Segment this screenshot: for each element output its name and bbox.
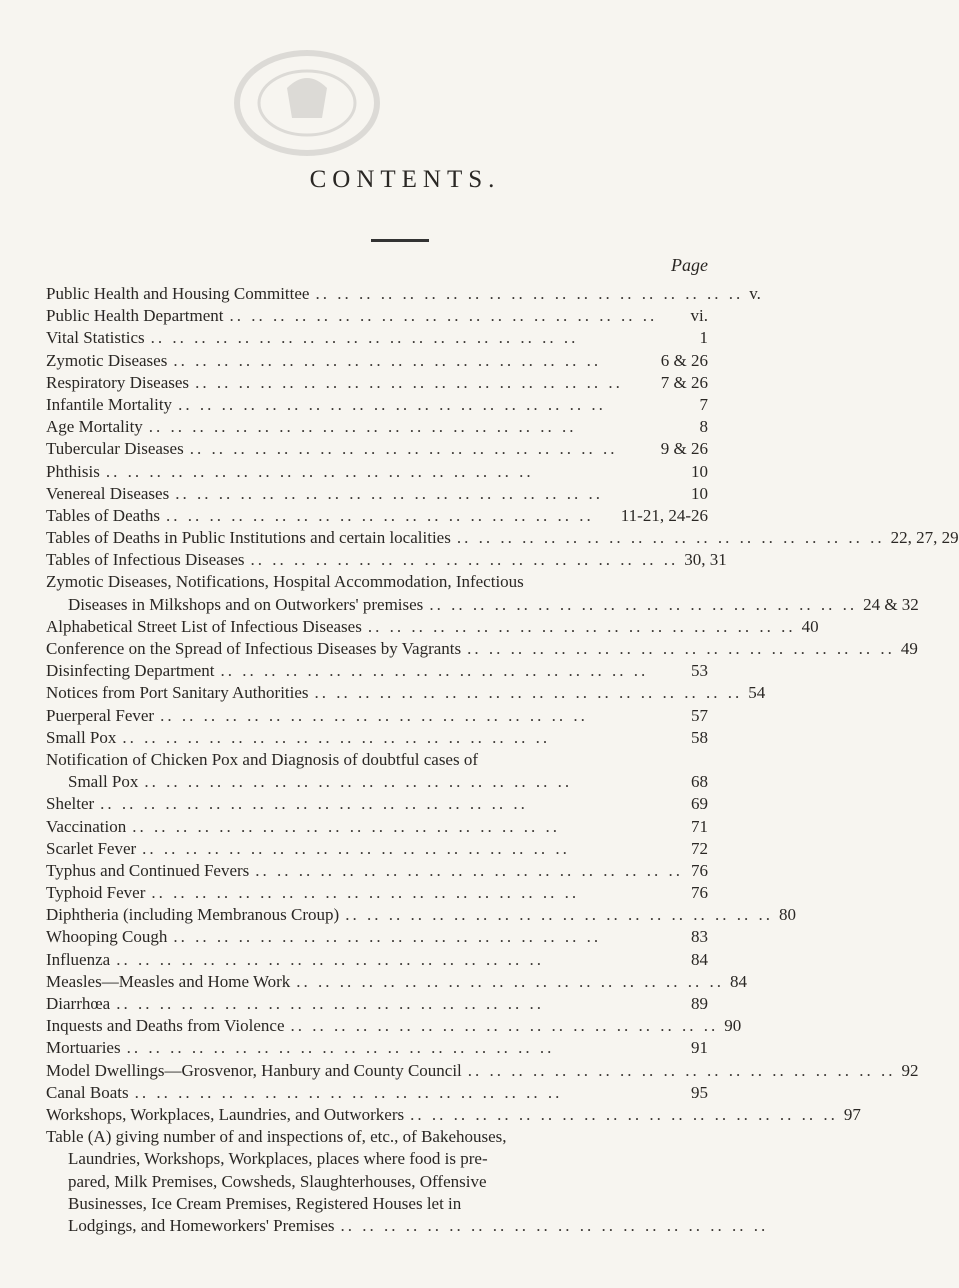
contents-entry — [46, 416, 708, 438]
title-rule — [371, 239, 429, 242]
contents-entry-continuation — [46, 1148, 708, 1170]
leader-dots: .. .. .. .. .. .. .. .. .. .. .. .. .. .. .. .. .. .. .. .. — [195, 372, 623, 392]
entry-label: Respiratory Diseases — [46, 372, 190, 392]
entry-label: Phthisis — [46, 461, 100, 481]
leader-dots: .. .. .. .. .. .. .. .. .. .. .. .. .. .. .. .. .. .. .. .. — [173, 350, 602, 370]
leader-dots: .. .. .. .. .. .. .. .. .. .. .. .. .. .. .. .. .. .. .. .. — [314, 683, 743, 703]
leader-dots: .. .. .. .. .. .. .. .. .. .. .. .. .. .. .. .. .. .. .. .. — [144, 772, 573, 792]
entry-page-number: 54 — [748, 683, 766, 703]
entry-page-number: v. — [749, 284, 761, 303]
entry-page-number: 71 — [691, 816, 708, 836]
contents-entry — [46, 1104, 861, 1126]
entry-label: Whooping Cough — [46, 927, 168, 947]
entry-page-number: 10 — [691, 483, 708, 503]
entry-page-number: 8 — [699, 417, 708, 437]
leader-dots: .. .. .. .. .. .. .. .. .. .. .. .. .. .. .. .. .. .. .. .. — [467, 1060, 896, 1080]
entry-page-number: 53 — [691, 661, 708, 681]
entry-page-number: 84 — [691, 949, 708, 969]
entry-label: Inquests and Deaths from Violence — [46, 1016, 285, 1036]
leader-dots: .. .. .. .. .. .. .. .. .. .. .. .. .. .. .. .. .. .. .. .. — [367, 616, 796, 636]
library-stamp — [232, 48, 382, 158]
contents-entry — [46, 283, 761, 305]
entry-label: Small Pox — [46, 727, 117, 747]
entry-label: Notification of Chicken Pox and Diagnosis of doubtful cases of — [46, 749, 479, 769]
leader-dots: .. .. .. .. .. .. .. .. .. .. .. .. .. .. .. .. .. .. .. .. — [178, 394, 606, 414]
leader-dots: .. .. .. .. .. .. .. .. .. .. .. .. .. .. .. .. .. .. .. .. — [142, 838, 570, 858]
entry-label: Zymotic Diseases, Notifications, Hospital Accommodation, Infectious — [46, 572, 524, 592]
entry-page-number: 97 — [843, 1104, 861, 1124]
contents-entry — [46, 372, 708, 394]
contents-entry — [46, 1082, 708, 1104]
contents-entry — [46, 971, 748, 993]
entry-page-number: 49 — [900, 639, 918, 658]
entry-page-number: 92 — [901, 1060, 919, 1080]
entry-page-number: 40 — [801, 616, 819, 636]
contents-entry — [46, 1060, 919, 1082]
entry-label: Laundries, Workshops, Workplaces, places where food is pre- — [68, 1149, 488, 1169]
entry-label: Influenza — [46, 949, 111, 969]
contents-entry — [46, 749, 708, 771]
entry-label: Alphabetical Street List of Infectious Diseases — [46, 616, 362, 636]
entry-page-number: 68 — [691, 772, 708, 792]
leader-dots: .. .. .. .. .. .. .. .. .. .. .. .. .. .. .. .. .. .. .. .. — [255, 860, 684, 880]
entry-label: Small Pox — [68, 772, 139, 792]
leader-dots: .. .. .. .. .. .. .. .. .. .. .. .. .. .. .. .. .. .. .. .. — [134, 1082, 563, 1102]
entry-page-number: 84 — [730, 971, 748, 991]
contents-entry — [46, 793, 708, 815]
leader-dots: .. .. .. .. .. .. .. .. .. .. .. .. .. .. .. .. .. .. .. .. — [105, 461, 534, 481]
leader-dots: .. .. .. .. .. .. .. .. .. .. .. .. .. .. .. .. .. .. .. .. — [148, 417, 577, 437]
leader-dots: .. .. .. .. .. .. .. .. .. .. .. .. .. .. .. .. .. .. .. .. — [429, 594, 858, 614]
entry-label: Typhus and Continued Fevers — [46, 860, 250, 880]
entry-page-number: 90 — [724, 1016, 742, 1036]
contents-entry — [46, 949, 708, 971]
contents-entry — [46, 993, 708, 1015]
contents-entry — [46, 838, 708, 860]
entry-page-number: 95 — [691, 1082, 708, 1102]
contents-entry-continuation — [46, 1215, 769, 1237]
leader-dots: .. .. .. .. .. .. .. .. .. .. .. .. .. .. .. .. .. .. .. .. — [250, 550, 679, 570]
contents-entry — [46, 1126, 708, 1148]
entry-page-number: 11-21, 24-26 — [620, 505, 708, 525]
contents-entry — [46, 1015, 742, 1037]
entry-label: pared, Milk Premises, Cowsheds, Slaughterhouses, Offensive — [68, 1171, 487, 1191]
leader-dots: .. .. .. .. .. .. .. .. .. .. .. .. .. .. .. .. .. .. .. .. — [100, 794, 528, 814]
leader-dots: .. .. .. .. .. .. .. .. .. .. .. .. .. .. .. .. .. .. .. .. — [189, 439, 618, 459]
entry-page-number: 69 — [691, 794, 708, 814]
entry-label: Model Dwellings—Grosvenor, Hanbury and County Council — [46, 1060, 462, 1080]
entry-label: Puerperal Fever — [46, 705, 155, 725]
entry-page-number: 83 — [691, 927, 708, 947]
leader-dots: .. .. .. .. .. .. .. .. .. .. .. .. .. .. .. .. .. .. .. .. — [220, 661, 649, 681]
entry-label: Workshops, Workplaces, Laundries, and Outworkers — [46, 1104, 405, 1124]
entry-label: Lodgings, and Homeworkers' Premises — [68, 1215, 335, 1235]
contents-entry — [46, 816, 708, 838]
contents-entry — [46, 350, 708, 372]
contents-entry — [46, 660, 708, 682]
entry-label: Measles—Measles and Home Work — [46, 971, 291, 991]
entry-page-number: 80 — [778, 905, 796, 925]
contents-entry-continuation — [46, 1171, 708, 1193]
entry-label: Diarrhœa — [46, 994, 111, 1013]
entry-label: Tubercular Diseases — [46, 439, 184, 459]
entry-label: Public Health and Housing Committee — [46, 284, 310, 303]
leader-dots: .. .. .. .. .. .. .. .. .. .. .. .. .. .. .. .. .. .. .. .. — [296, 971, 725, 991]
entry-label: Typhoid Fever — [46, 883, 146, 903]
contents-entry — [46, 505, 708, 527]
leader-dots: .. .. .. .. .. .. .. .. .. .. .. .. .. .. .. .. .. .. .. .. — [340, 1215, 769, 1235]
page-column-heading: Page — [671, 255, 708, 275]
leader-dots: .. .. .. .. .. .. .. .. .. .. .. .. .. .. .. .. .. .. .. .. — [116, 949, 544, 969]
entry-page-number: 76 — [691, 883, 708, 903]
entry-page-number: 24 & 32 — [863, 594, 919, 614]
entry-label: Notices from Port Sanitary Authorities — [46, 683, 309, 703]
contents-entry — [46, 638, 918, 660]
entry-label: Age Mortality — [46, 417, 143, 437]
entry-label: Infantile Mortality — [46, 394, 173, 414]
entry-page-number: 9 & 26 — [660, 439, 708, 459]
entry-label: Conference on the Spread of Infectious Diseases by Vagrants — [46, 639, 462, 658]
entry-label: Diphtheria (including Membranous Croup) — [46, 905, 340, 925]
contents-entry — [46, 394, 708, 416]
contents-entry — [46, 1037, 708, 1059]
leader-dots: .. .. .. .. .. .. .. .. .. .. .. .. .. .. .. .. .. .. .. .. — [116, 994, 544, 1013]
contents-entry — [46, 549, 727, 571]
entry-label: Venereal Diseases — [46, 483, 170, 503]
contents-entry — [46, 882, 708, 904]
contents-entry-continuation — [46, 594, 919, 616]
contents-entry — [46, 860, 708, 882]
contents-entry — [46, 682, 766, 704]
leader-dots: .. .. .. .. .. .. .. .. .. .. .. .. .. .. .. .. .. .. .. .. — [173, 927, 602, 947]
contents-entry — [46, 461, 708, 483]
entry-label: Vital Statistics — [46, 328, 145, 348]
entry-page-number: 1 — [699, 328, 708, 348]
leader-dots: .. .. .. .. .. .. .. .. .. .. .. .. .. .. .. .. .. .. .. .. — [290, 1016, 719, 1036]
leader-dots: .. .. .. .. .. .. .. .. .. .. .. .. .. .. .. .. .. .. .. .. — [151, 883, 580, 903]
entry-page-number: 58 — [691, 727, 708, 747]
entry-page-number: 30, 31 — [684, 550, 727, 570]
contents-entry — [46, 705, 708, 727]
contents-entry — [46, 904, 796, 926]
leader-dots: .. .. .. .. .. .. .. .. .. .. .. .. .. .. .. .. .. .. .. .. — [160, 705, 588, 725]
entry-label: Businesses, Ice Cream Premises, Registered Houses let in — [68, 1193, 462, 1213]
contents-entry — [46, 926, 708, 948]
entry-page-number: 7 & 26 — [660, 372, 708, 392]
leader-dots: .. .. .. .. .. .. .. .. .. .. .. .. .. .. .. .. .. .. .. .. — [126, 1038, 555, 1058]
contents-entry — [46, 616, 819, 638]
contents-entry — [46, 327, 708, 349]
leader-dots: .. .. .. .. .. .. .. .. .. .. .. .. .. .. .. .. .. .. .. .. — [229, 306, 658, 326]
leader-dots: .. .. .. .. .. .. .. .. .. .. .. .. .. .. .. .. .. .. .. .. — [132, 816, 560, 836]
contents-entry — [46, 438, 708, 460]
entry-page-number: 22, 27, 29 — [890, 528, 959, 548]
page-title: CONTENTS. — [309, 166, 501, 193]
entry-label: Disinfecting Department — [46, 661, 215, 681]
leader-dots: .. .. .. .. .. .. .. .. .. .. .. .. .. .. .. .. .. .. .. .. — [150, 328, 579, 348]
entry-page-number: 10 — [691, 461, 708, 481]
entry-label: Diseases in Milkshops and on Outworkers' premises — [68, 594, 424, 614]
entry-label: Shelter — [46, 794, 95, 814]
entry-label: Tables of Infectious Diseases — [46, 550, 245, 570]
entry-page-number: vi. — [690, 306, 708, 326]
entry-label: Tables of Deaths in Public Institutions and certain localities — [46, 528, 451, 548]
contents-entry-continuation — [46, 771, 708, 793]
leader-dots: .. .. .. .. .. .. .. .. .. .. .. .. .. .. .. .. .. .. .. .. — [166, 505, 594, 525]
leader-dots: .. .. .. .. .. .. .. .. .. .. .. .. .. .. .. .. .. .. .. .. — [175, 483, 603, 503]
leader-dots: .. .. .. .. .. .. .. .. .. .. .. .. .. .. .. .. .. .. .. .. — [467, 639, 895, 658]
contents-entry — [46, 571, 708, 593]
entry-label: Canal Boats — [46, 1082, 129, 1102]
contents-entry — [46, 305, 708, 327]
entry-label: Tables of Deaths — [46, 505, 160, 525]
leader-dots: .. .. .. .. .. .. .. .. .. .. .. .. .. .. .. .. .. .. .. .. — [345, 905, 773, 925]
contents-entry — [46, 727, 708, 749]
contents-entry-continuation — [46, 1193, 708, 1215]
contents-entry — [46, 527, 959, 549]
leader-dots: .. .. .. .. .. .. .. .. .. .. .. .. .. .. .. .. .. .. .. .. — [410, 1104, 838, 1124]
entry-label: Zymotic Diseases — [46, 350, 168, 370]
entry-label: Table (A) giving number of and inspections of, etc., of Bakehouses, — [46, 1127, 507, 1147]
entry-label: Scarlet Fever — [46, 838, 137, 858]
leader-dots: .. .. .. .. .. .. .. .. .. .. .. .. .. .. .. .. .. .. .. .. — [122, 727, 551, 747]
entry-page-number: 57 — [691, 705, 708, 725]
entry-page-number: 7 — [699, 394, 708, 414]
entry-label: Mortuaries — [46, 1038, 121, 1058]
entry-page-number: 76 — [691, 860, 708, 880]
contents-list — [46, 283, 959, 1237]
entry-page-number: 91 — [691, 1038, 708, 1058]
entry-page-number: 89 — [691, 994, 708, 1013]
leader-dots: .. .. .. .. .. .. .. .. .. .. .. .. .. .. .. .. .. .. .. .. — [456, 528, 885, 548]
entry-page-number: 6 & 26 — [660, 350, 708, 370]
leader-dots: .. .. .. .. .. .. .. .. .. .. .. .. .. .. .. .. .. .. .. .. — [315, 284, 744, 303]
contents-entry — [46, 483, 708, 505]
entry-label: Vaccination — [46, 816, 127, 836]
entry-label: Public Health Department — [46, 306, 224, 326]
entry-page-number: 72 — [691, 838, 708, 858]
